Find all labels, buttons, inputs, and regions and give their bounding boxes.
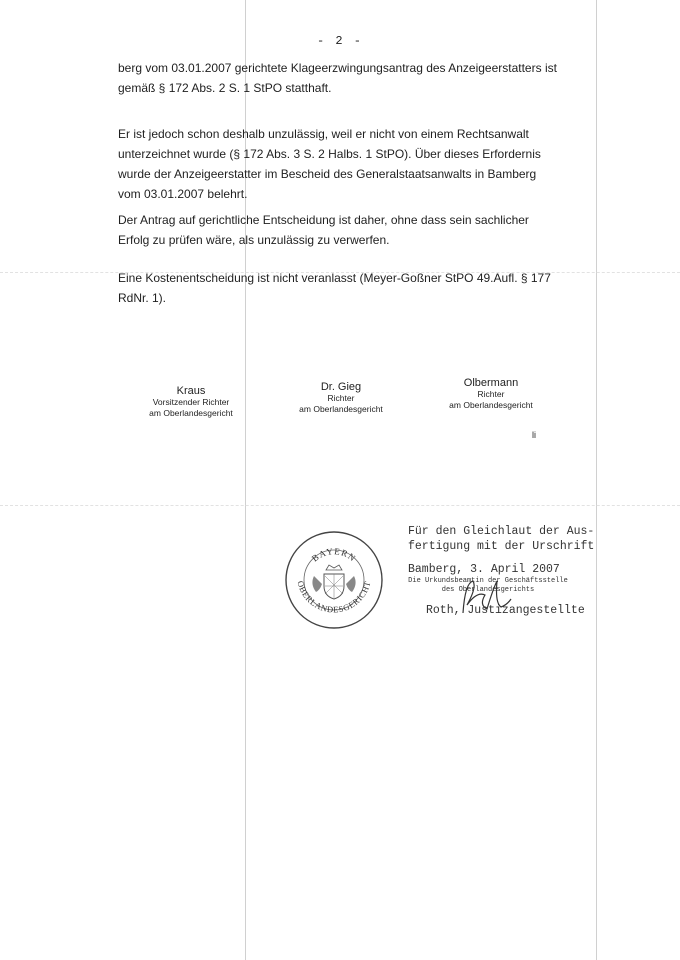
judge-role: am Oberlandesgericht — [299, 404, 383, 414]
scan-artifact — [0, 505, 680, 506]
paragraph: Eine Kostenentscheidung ist nicht veranlasst (Meyer-Goßner StPO 49.Aufl. § 177 RdNr. 1). — [118, 271, 551, 305]
judge-name: Kraus — [176, 385, 206, 397]
judge-signature-block — [426, 377, 556, 411]
court-seal — [284, 530, 384, 630]
judge-signature-block — [126, 385, 256, 419]
handwritten-signature — [455, 575, 515, 620]
page-number: - 2 - — [316, 34, 363, 48]
paragraph: Der Antrag auf gerichtliche Entscheidung ist daher, ohne dass sein sachlicher Erfolg zu prüfen wäre, als unzulässig zu verwerfen. — [118, 213, 529, 247]
cert-line: fertigung mit der Urschrift — [408, 540, 595, 553]
margin-mark: li — [532, 430, 536, 440]
judge-role: am Oberlandesgericht — [449, 400, 533, 410]
judge-role: Richter — [477, 389, 505, 399]
cert-place-date: Bamberg, 3. April 2007 — [408, 563, 560, 576]
cert-clerk-name: Roth, Justizangestellte — [426, 604, 585, 617]
judge-role: Richter — [327, 393, 355, 403]
judge-role: Vorsitzender Richter — [152, 397, 230, 407]
coat-of-arms-icon — [312, 565, 355, 599]
judge-role: am Oberlandesgericht — [149, 408, 233, 418]
paragraph: berg vom 03.01.2007 gerichtete Klageerzwingungsantrag des Anzeigeerstatters ist gemäß § 172 Abs. 2 S. 1 StPO statthaft. — [118, 61, 557, 95]
page-edge-line — [596, 0, 597, 960]
judge-signature-block — [276, 381, 406, 415]
judge-name: Dr. Gieg — [320, 381, 362, 393]
cert-line: Für den Gleichlaut der Aus- — [408, 525, 595, 538]
seal-top-text: BAYERN — [309, 546, 359, 564]
seal-ring-text: OBERLANDESGERICHT — [295, 579, 373, 615]
cert-clerk-title: des Oberlandesgerichts — [441, 586, 535, 594]
paragraph: Er ist jedoch schon deshalb unzulässig, weil er nicht von einem Rechtsanwalt unterzeichnet wurde (§ 172 Abs. 3 S. 2 Halbs. 1 StPO). Über dieses Erfordernis wurde der Anzeigeerstatter im Bescheid des Generalstaatsanwalts in Bamberg vom 03.01.2007 belehrt. — [118, 127, 541, 201]
judge-name: Olbermann — [463, 377, 519, 389]
cert-clerk-title: Die Urkundsbeamtin der Geschäftsstelle — [408, 577, 568, 585]
